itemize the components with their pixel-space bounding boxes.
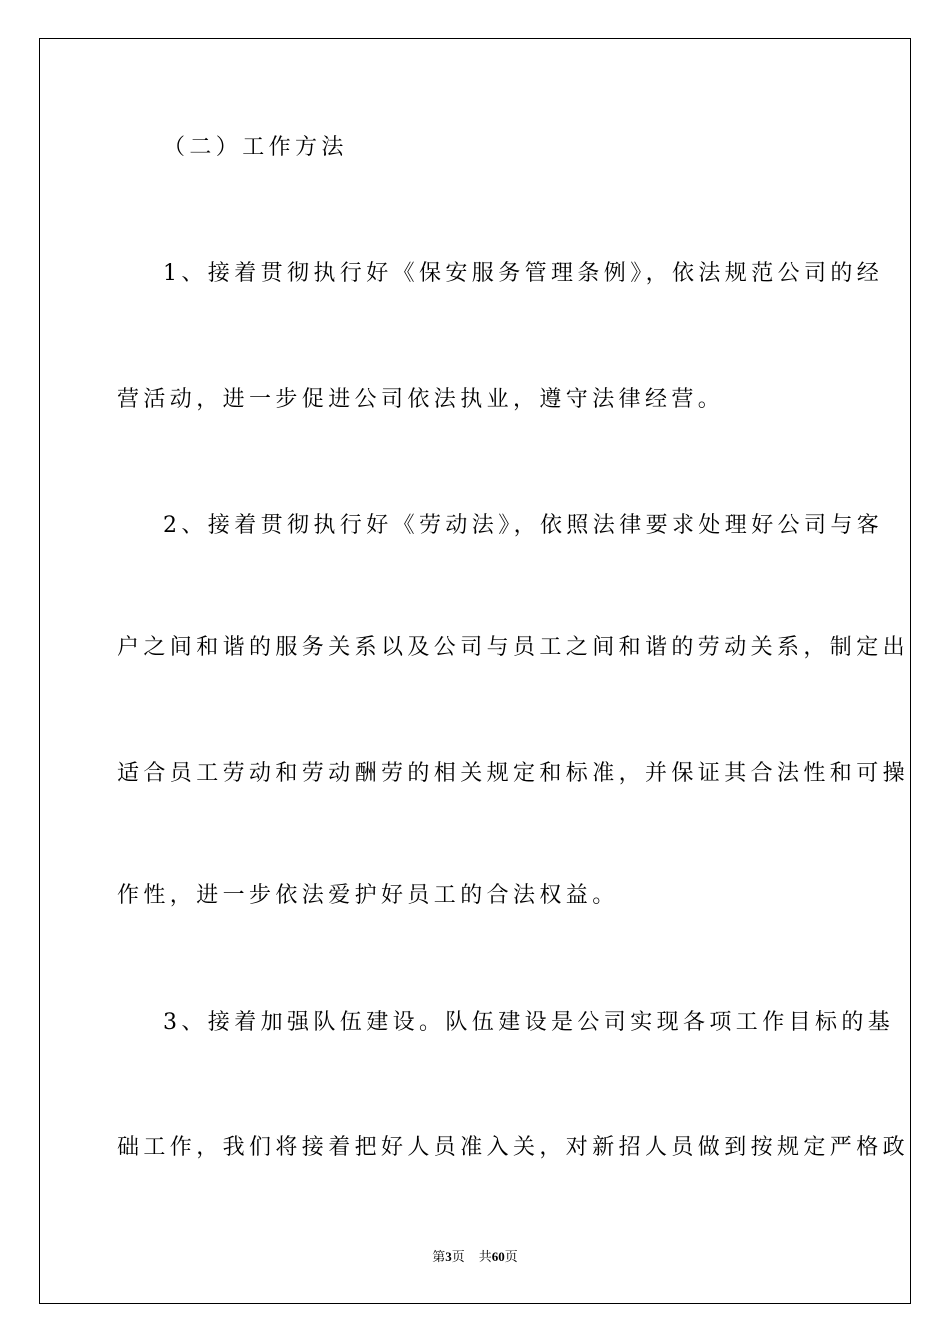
paragraph-line: 营活动，进一步促进公司依法执业，遵守法律经营。 bbox=[117, 387, 725, 412]
paragraph-line: 1、接着贯彻执行好《保安服务管理条例》，依法规范公司的经 bbox=[163, 261, 884, 286]
paragraph-line: 户之间和谐的服务关系以及公司与员工之间和谐的劳动关系，制定出 bbox=[117, 635, 910, 660]
page-suffix: 页 bbox=[451, 1249, 465, 1264]
paragraph-line: 3、接着加强队伍建设。队伍建设是公司实现各项工作目标的基 bbox=[163, 1010, 895, 1035]
page-number: 3 bbox=[445, 1249, 452, 1264]
paragraph-line: 作性，进一步依法爱护好员工的合法权益。 bbox=[117, 883, 619, 908]
section-heading: （二）工作方法 bbox=[163, 135, 348, 160]
page-footer bbox=[0, 1248, 950, 1266]
paragraph-line: 2、接着贯彻执行好《劳动法》，依照法律要求处理好公司与客 bbox=[163, 513, 884, 538]
total-suffix: 页 bbox=[504, 1249, 518, 1264]
page-border bbox=[39, 38, 911, 1304]
page-prefix: 第 bbox=[432, 1249, 446, 1264]
paragraph-line: 适合员工劳动和劳动酬劳的相关规定和标准，并保证其合法性和可操 bbox=[117, 761, 910, 786]
paragraph-line: 础工作，我们将接着把好人员准入关，对新招人员做到按规定严格政 bbox=[117, 1135, 910, 1160]
total-pages: 60 bbox=[491, 1249, 505, 1264]
total-prefix: 共 bbox=[478, 1249, 492, 1264]
